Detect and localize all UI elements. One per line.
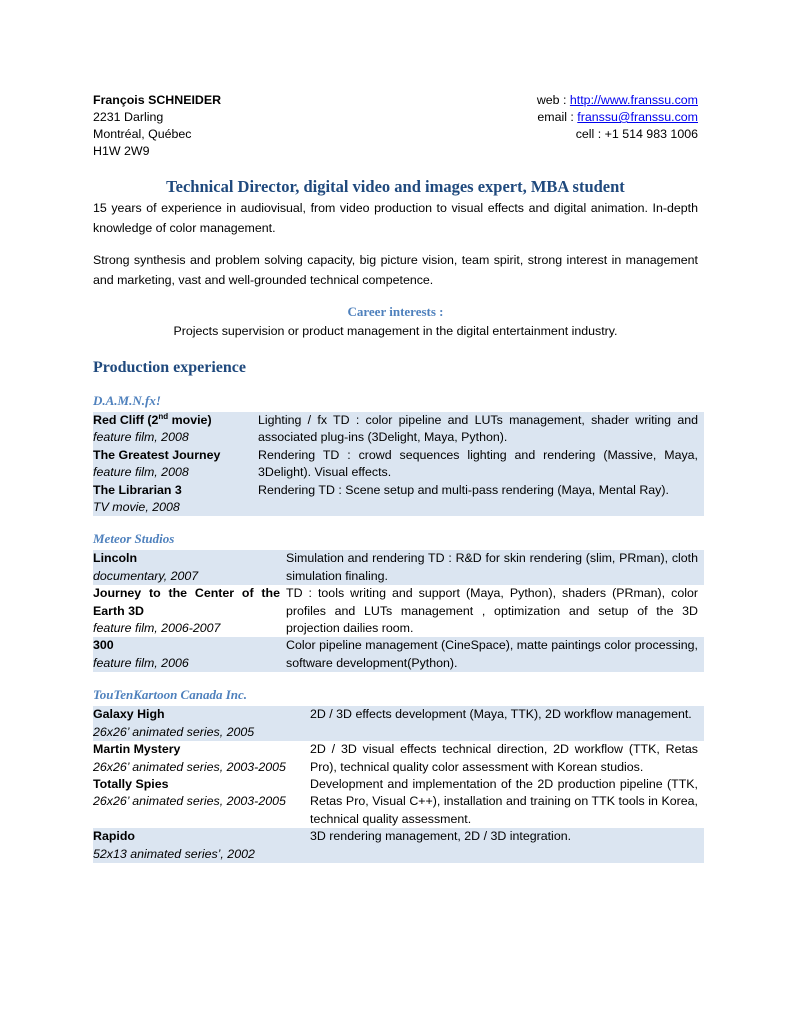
project-type: feature film, 2006 [93,655,189,670]
project-description: Color pipeline management (CineSpace), matte paintings color processing, software development(Python). [286,637,704,672]
project-title: The Librarian 3 [93,482,182,497]
project-type: 26x26’ animated series, 2005 [93,724,255,739]
postal-code: H1W 2W9 [93,144,150,158]
table-row [93,550,704,585]
project-cell [93,828,310,863]
address-block [93,92,221,160]
production-experience-heading: Production experience [93,359,247,376]
project-cell [93,776,310,828]
table-row [93,706,704,741]
project-description: Rendering TD : Scene setup and multi-pass rendering (Maya, Mental Ray). [258,482,704,517]
table-row [93,585,704,637]
company-name: TouTenKartoon Canada Inc. [93,687,248,703]
table-row [93,412,704,447]
career-interests-text: Projects supervision or product management in the digital entertainment industry. [173,324,618,338]
web-link[interactable]: http://www.franssu.com [569,93,698,107]
project-title: Rapido [93,829,135,844]
company-name: D.A.M.N.fx! [93,393,161,408]
project-description: Development and implementation of the 2D production pipeline (TTK, Retas Pro, Visual C++), installation and training on TTK tools in Korea, technical quality assessment. [310,776,698,826]
project-title: Totally Spies [93,776,169,791]
table-row [93,828,704,863]
project-cell [93,585,286,637]
email-label: email : [537,110,578,124]
summary-paragraph-2: Strong synthesis and problem solving capacity, big picture vision, team spirit, strong interest in management and marketing, vast and well-grounded technical competence. [93,253,698,287]
contact-block [537,92,698,160]
project-type: feature film, 2008 [93,430,189,445]
experience-table [93,550,704,672]
table-row [93,776,704,828]
web-label: web : [536,93,570,107]
table-row [93,482,704,517]
career-interests-heading: Career interests : [347,304,444,319]
company-name: Meteor Studios [93,531,175,547]
project-title: Red Cliff (2nd movie) [93,411,212,427]
project-title: 300 [93,638,114,653]
address-line-1: 2231 Darling [93,110,164,124]
project-title: Journey to the Center of the Earth 3D [93,586,280,618]
resume-title: Technical Director, digital video and images expert, MBA student [166,177,625,196]
project-description: TD : tools writing and support (Maya, Python), shaders (PRman), color profiles and LUTs management , optimization and setup of the 3D projection dailies room. [286,586,698,636]
project-title: The Greatest Journey [93,447,221,462]
project-cell [93,482,258,517]
table-row [93,447,704,482]
project-cell [93,706,310,741]
project-description: 2D / 3D effects development (Maya, TTK), 2D workflow management. [310,706,704,741]
address-line-2: Montréal, Québec [93,127,192,141]
project-description: Rendering TD : crowd sequences lighting and rendering (Massive, Maya, 3Delight). Visual effects. [258,447,704,482]
project-type: documentary, 2007 [93,568,199,583]
summary-paragraph-1: 15 years of experience in audiovisual, from video production to visual effects and digital animation. In-depth knowledge of color management. [93,201,698,235]
project-type: feature film, 2006-2007 [93,621,221,636]
project-type: 26x26’ animated series, 2003-2005 [93,759,286,774]
project-cell [93,637,286,672]
project-description: 3D rendering management, 2D / 3D integration. [310,828,704,863]
project-cell [93,741,310,776]
project-title: Galaxy High [93,707,165,722]
contact-header [93,92,698,160]
table-row [93,637,704,672]
cell-line: cell : +1 514 983 1006 [575,127,698,141]
web-line [537,92,698,109]
project-description: Lighting / fx TD : color pipeline and LUTs management, shader writing and associated plug-ins (3Delight, Maya, Python). [258,412,704,447]
experience-table [93,412,704,516]
project-title: Martin Mystery [93,742,181,757]
project-type: feature film, 2008 [93,465,189,480]
project-description: Simulation and rendering TD : R&D for skin rendering (slim, PRman), cloth simulation finaling. [286,550,704,585]
email-line [537,109,698,126]
project-title: Lincoln [93,551,138,566]
project-description: 2D / 3D visual effects technical direction, 2D workflow (TTK, Retas Pro), technical quality color assessment with Korean studios. [310,742,698,774]
project-type: 52x13 animated series’, 2002 [93,846,255,861]
resume-page [93,92,698,863]
experience-table [93,706,704,863]
project-type: TV movie, 2008 [93,500,180,515]
project-cell [93,412,258,447]
table-row [93,741,704,776]
email-link[interactable]: franssu@franssu.com [577,110,698,124]
project-type: 26x26’ animated series, 2003-2005 [93,794,286,809]
project-cell [93,550,286,585]
project-cell [93,447,258,482]
person-name: François SCHNEIDER [93,93,222,107]
